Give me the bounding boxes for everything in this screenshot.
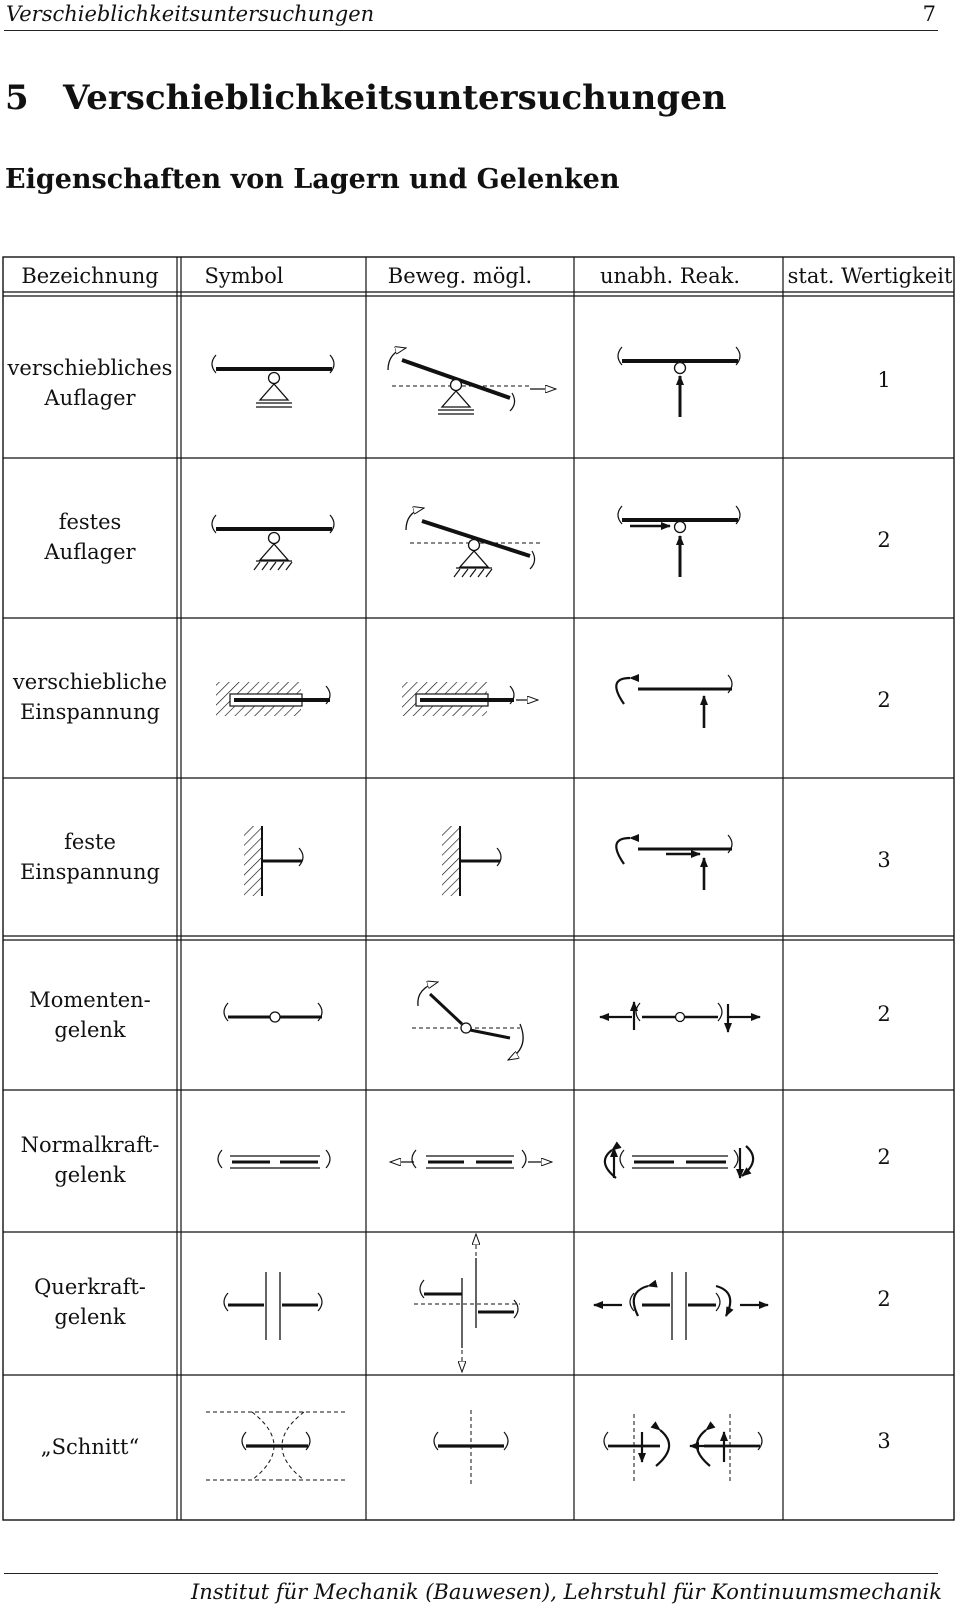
header-reaktionen: unabh. Reak. bbox=[599, 264, 741, 288]
cut-symbol bbox=[206, 1412, 346, 1480]
wertigkeit-value: 2 bbox=[877, 688, 891, 712]
roller-support-symbol bbox=[212, 355, 334, 407]
wertigkeit-value: 2 bbox=[877, 1002, 891, 1026]
wertigkeit-value: 2 bbox=[877, 1145, 891, 1169]
row-name-line: gelenk bbox=[54, 1018, 126, 1042]
roller-support-motion bbox=[388, 348, 556, 414]
table-grid bbox=[3, 257, 954, 1520]
row-name-line: Momenten- bbox=[29, 988, 151, 1012]
row-name-line: verschiebliches bbox=[7, 356, 173, 380]
page-number: 7 bbox=[922, 2, 936, 26]
pinned-support-symbol bbox=[212, 515, 334, 570]
row-name-line: Auflager bbox=[44, 540, 136, 564]
section-number: 5 bbox=[5, 78, 29, 118]
cut-reaction bbox=[604, 1414, 762, 1482]
wertigkeit-value: 2 bbox=[877, 1287, 891, 1311]
row-name-line: „Schnitt“ bbox=[40, 1435, 140, 1459]
row-name-line: Auflager bbox=[44, 386, 136, 410]
fixed-clamp-reaction bbox=[616, 835, 732, 890]
sliding-clamp-symbol bbox=[216, 682, 330, 716]
sliding-clamp-reaction bbox=[616, 675, 732, 728]
shear-hinge-motion bbox=[414, 1234, 520, 1372]
row-name-line: Querkraft- bbox=[34, 1275, 146, 1299]
pinned-support-reaction bbox=[618, 506, 740, 577]
row-name-line: verschiebliche bbox=[12, 670, 168, 694]
running-head-title: Verschieblichkeitsuntersuchungen bbox=[6, 2, 375, 26]
row-name-line: Einspannung bbox=[20, 860, 160, 884]
table-header bbox=[21, 264, 953, 288]
shear-hinge-symbol bbox=[224, 1272, 322, 1340]
footer-text: Institut für Mechanik (Bauwesen), Lehrstuhl für Kontinuumsmechanik bbox=[191, 1580, 942, 1604]
wertigkeit-value: 2 bbox=[877, 528, 891, 552]
subsection-title: Eigenschaften von Lagern und Gelenken bbox=[5, 164, 620, 195]
wertigkeit-value: 1 bbox=[877, 368, 891, 392]
row-name-line: Normalkraft- bbox=[20, 1133, 160, 1157]
normal-force-hinge-reaction bbox=[605, 1146, 753, 1178]
row-name-line: Einspannung bbox=[20, 700, 160, 724]
header-bezeichnung: Bezeichnung bbox=[21, 264, 159, 288]
moment-hinge-motion bbox=[412, 982, 523, 1060]
fixed-clamp-motion bbox=[442, 826, 501, 896]
normal-force-hinge-motion bbox=[390, 1150, 552, 1168]
section-title-text: Verschieblichkeitsuntersuchungen bbox=[63, 78, 727, 118]
cut-motion bbox=[434, 1410, 508, 1486]
wertigkeit-value: 3 bbox=[877, 1429, 891, 1453]
row-name-line: gelenk bbox=[54, 1163, 126, 1187]
wertigkeit-values bbox=[877, 368, 890, 1453]
moment-hinge-symbol bbox=[224, 1003, 322, 1022]
fixed-clamp-symbol bbox=[244, 826, 303, 896]
footer-rule bbox=[4, 1573, 938, 1574]
normal-force-hinge-symbol bbox=[218, 1150, 330, 1168]
wertigkeit-value: 3 bbox=[877, 848, 891, 872]
row-name-line: feste bbox=[64, 830, 116, 854]
row-name-line: gelenk bbox=[54, 1305, 126, 1329]
pinned-support-motion bbox=[406, 508, 540, 577]
header-wertigkeit: stat. Wertigkeit bbox=[787, 264, 953, 288]
moment-hinge-reaction bbox=[600, 1002, 760, 1032]
sliding-clamp-motion bbox=[402, 682, 538, 716]
shear-hinge-reaction bbox=[594, 1272, 768, 1340]
header-symbol: Symbol bbox=[204, 264, 284, 288]
header-bewegung: Beweg. mögl. bbox=[387, 264, 533, 288]
roller-support-reaction bbox=[618, 347, 740, 417]
row-name-line: festes bbox=[58, 510, 122, 534]
row-names bbox=[7, 356, 173, 1459]
